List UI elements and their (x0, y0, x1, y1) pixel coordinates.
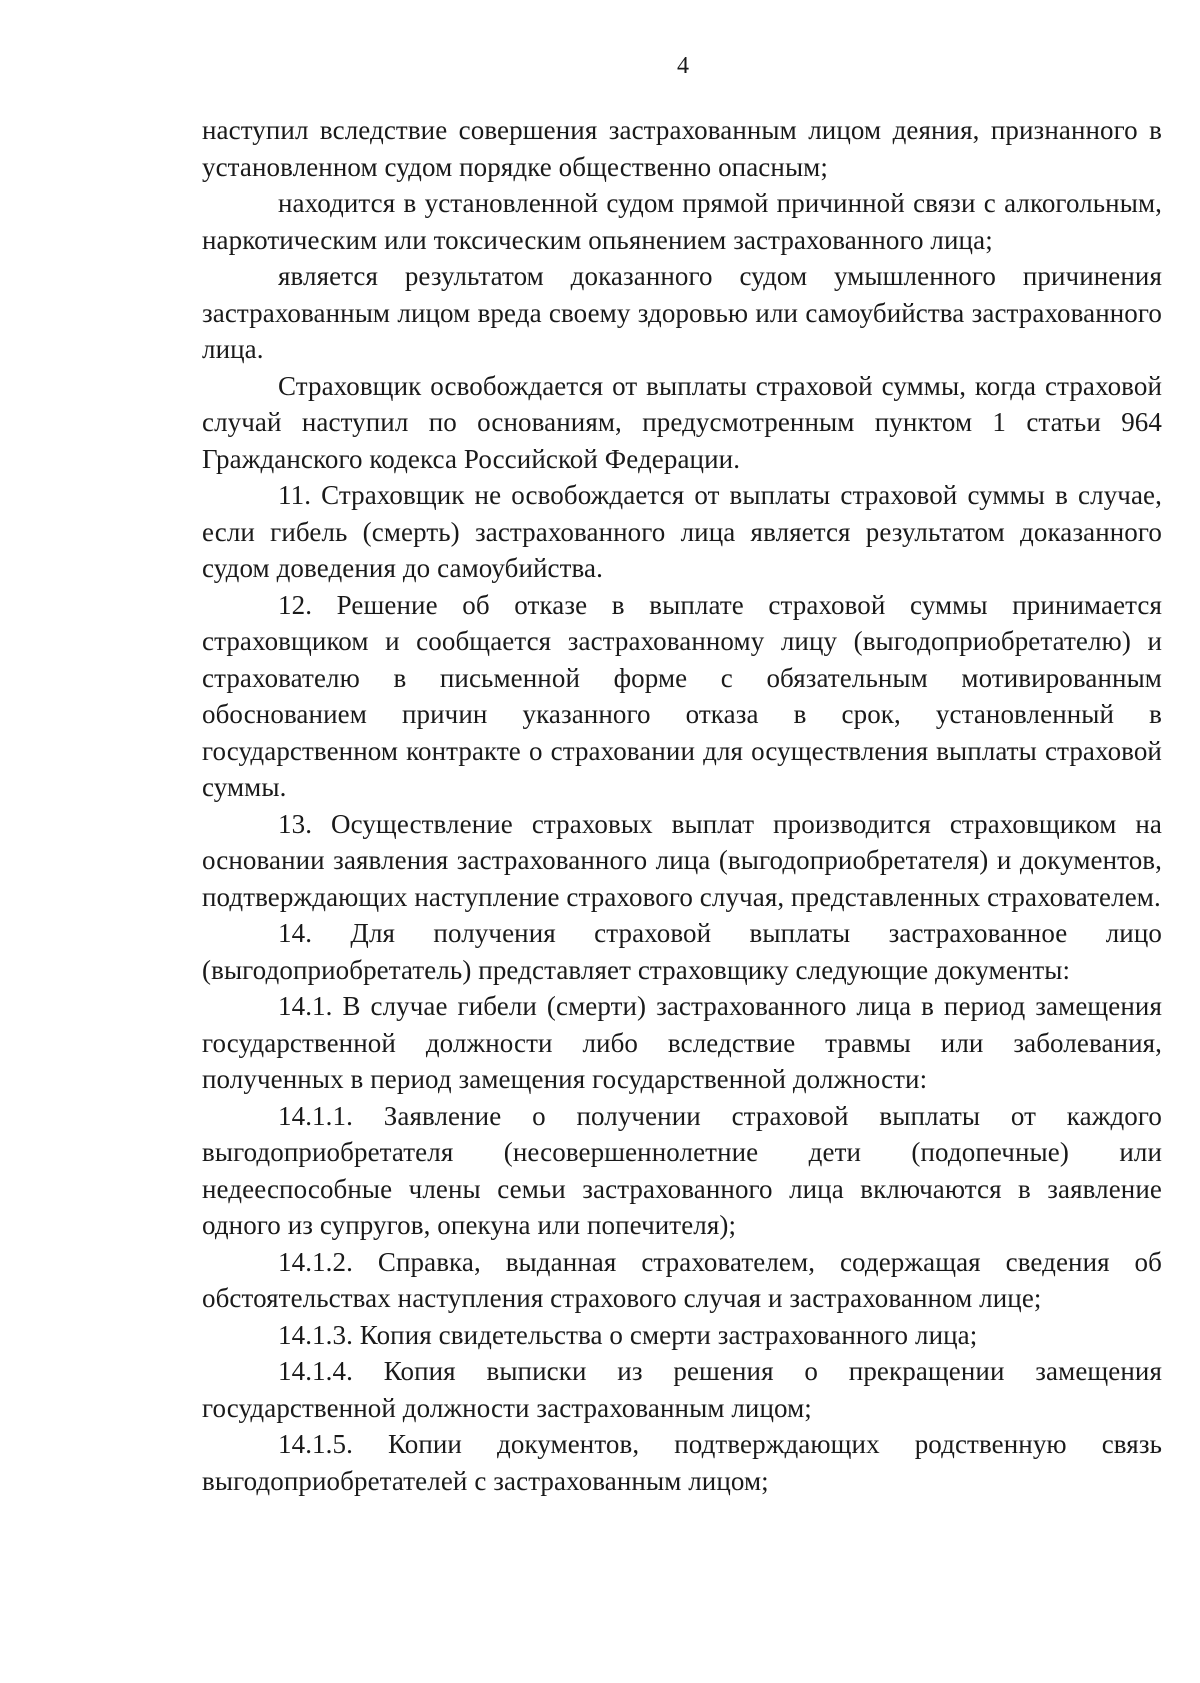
paragraph-11: 11. Страховщик не освобождается от выплаты страховой суммы в случае, если гибель (смерть) застрахованного лица является результатом доказанного судом доведения до самоубийства. (202, 480, 1162, 583)
paragraph-13: 13. Осуществление страховых выплат производится страховщиком на основании заявления застрахованного лица (выгодоприобретателя) и документов, подтверждающих наступление страхового случая, представленных страхователем. (202, 808, 1162, 912)
document-body (202, 112, 1162, 1499)
page-number: 4 (677, 53, 689, 79)
paragraph-12: 12. Решение об отказе в выплате страховой суммы принимается страховщиком и сообщается застрахованному лицу (выгодоприобретателю) и страхователю в письменной форме с обязательным мотивированным обоснованием причин указанного отказа в срок, установленный в государственном контракте о страховании для осуществления выплаты страховой суммы. (202, 589, 1162, 802)
paragraph-selfharm: является результатом доказанного судом умышленного причинения застрахованным лицом вреда своему здоровью или самоубийства застрахованного лица. (202, 261, 1162, 364)
paragraph-14-1-4: 14.1.4. Копия выписки из решения о прекращении замещения государственной должности застрахованным лицом; (202, 1356, 1162, 1423)
paragraph-alcohol: находится в установленной судом прямой причинной связи с алкогольным, наркотическим или токсическим опьянением застрахованного лица; (202, 188, 1162, 255)
paragraph-14-1: 14.1. В случае гибели (смерти) застрахованного лица в период замещения государственной должности либо вследствие травмы или заболевания, полученных в период замещения государственной должности: (202, 991, 1162, 1094)
paragraph-14-1-5: 14.1.5. Копии документов, подтверждающих родственную связь выгодоприобретателей с застрахованным лицом; (202, 1429, 1162, 1496)
paragraph-14: 14. Для получения страховой выплаты застрахованное лицо (выгодоприобретатель) представляет страховщику следующие документы: (202, 918, 1162, 985)
paragraph-cont: наступил вследствие совершения застрахованным лицом деяния, признанного в установленном судом порядке общественно опасным; (202, 115, 1162, 182)
paragraph-14-1-3: 14.1.3. Копия свидетельства о смерти застрахованного лица; (278, 1319, 978, 1350)
paragraph-release: Страховщик освобождается от выплаты страховой суммы, когда страховой случай наступил по основаниям, предусмотренным пунктом 1 статьи 964 Гражданского кодекса Российской Федерации. (202, 370, 1162, 474)
paragraph-14-1-1: 14.1.1. Заявление о получении страховой выплаты от каждого выгодоприобретателя (несовершеннолетние дети (подопечные) или недееспособные члены семьи застрахованного лица включаются в заявление одного из супругов, опекуна или попечителя); (202, 1100, 1162, 1240)
paragraph-14-1-2: 14.1.2. Справка, выданная страхователем, содержащая сведения об обстоятельствах наступления страхового случая и застрахованном лице; (202, 1246, 1162, 1313)
